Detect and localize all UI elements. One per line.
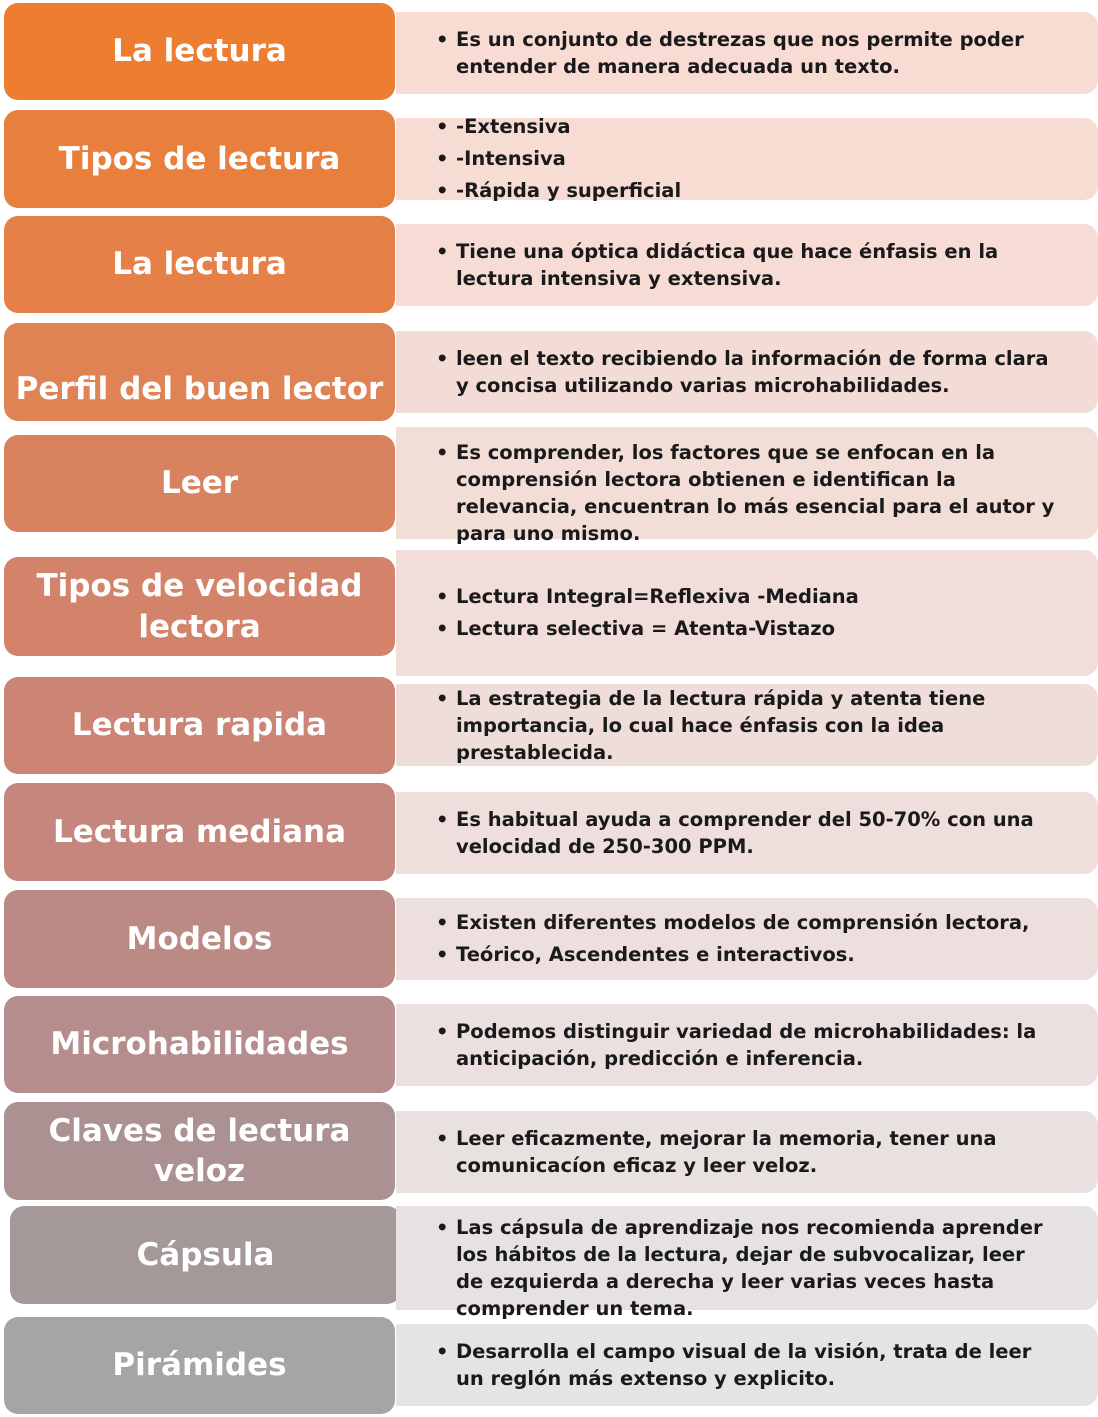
concept-label: Modelos [4,890,395,988]
concept-label: Leer [4,435,395,532]
description-item: • Teórico, Ascendentes e interactivos. [436,939,1058,971]
concept-label: Tipos de lectura [4,110,395,208]
concept-description [396,115,1098,202]
concept-label: La lectura [4,3,395,100]
concept-description [396,898,1098,980]
concept-description [396,1111,1098,1193]
concept-label: Perfil del buen lector [4,323,395,421]
description-item: • Tiene una óptica didáctica que hace énfasis en la lectura intensiva y extensiva. [436,238,1058,292]
description-item: • Es comprender, los factores que se enfocan en la comprensión lectora obtienen e identifican la relevancia, encuentran lo más esencial para el autor y para uno mismo. [436,439,1058,547]
description-item: • -Rápida y superficial [436,175,1058,207]
description-list [436,1018,1058,1072]
description-item: • Es habitual ayuda a comprender del 50-70% con una velocidad de 250-300 PPM. [436,806,1058,860]
concept-description [396,792,1098,874]
description-list [436,345,1058,399]
description-list [436,1125,1058,1179]
concept-description [396,12,1098,94]
concept-description [396,1004,1098,1086]
description-item: • Lectura Integral=Reflexiva -Mediana [436,581,1058,613]
concept-label: Microhabilidades [4,996,395,1093]
description-item: • Es un conjunto de destrezas que nos permite poder entender de manera adecuada un texto. [436,26,1058,80]
description-item: • La estrategia de la lectura rápida y atenta tiene importancia, lo cual hace énfasis con la idea prestablecida. [436,685,1058,766]
description-item: • -Extensiva [436,111,1058,143]
description-list [436,111,1058,207]
concept-label: Claves de lectura veloz [4,1102,395,1200]
concept-description [396,1206,1098,1320]
description-item: • leen el texto recibiendo la información de forma clara y concisa utilizando varias microhabilidades. [436,345,1058,399]
concept-label: La lectura [4,216,395,313]
concept-label: Tipos de velocidad lectora [4,557,395,656]
description-item: • -Intensiva [436,143,1058,175]
concept-description [396,684,1098,766]
description-item: • Desarrolla el campo visual de la visión, trata de leer un reglón más extenso y explicito. [436,1338,1058,1392]
description-list [436,907,1058,971]
description-item: • Leer eficazmente, mejorar la memoria, tener una comunicacíon eficaz y leer veloz. [436,1125,1058,1179]
description-list [436,238,1058,292]
concept-label: Pirámides [4,1317,395,1414]
concept-description [396,550,1098,676]
description-list [436,1214,1058,1322]
description-list [436,439,1058,547]
description-list [436,1338,1058,1392]
description-list [436,806,1058,860]
concept-label: Lectura mediana [4,783,395,881]
description-item: • Las cápsula de aprendizaje nos recomienda aprender los hábitos de la lectura, dejar de subvocalizar, leer de ezquierda a derecha y leer varias veces hasta comprender un tema. [436,1214,1058,1322]
description-item: • Existen diferentes modelos de comprensión lectora, [436,907,1058,939]
description-list [436,581,1058,645]
description-list [436,685,1058,766]
concept-description [396,224,1098,306]
concept-description [396,427,1098,545]
concept-description [396,331,1098,413]
concept-label: Cápsula [10,1206,401,1304]
description-list [436,26,1058,80]
description-item: • Lectura selectiva = Atenta-Vistazo [436,613,1058,645]
concept-label: Lectura rapida [4,677,395,774]
concept-description [396,1324,1098,1406]
description-item: • Podemos distinguir variedad de microhabilidades: la anticipación, predicción e inferencia. [436,1018,1058,1072]
